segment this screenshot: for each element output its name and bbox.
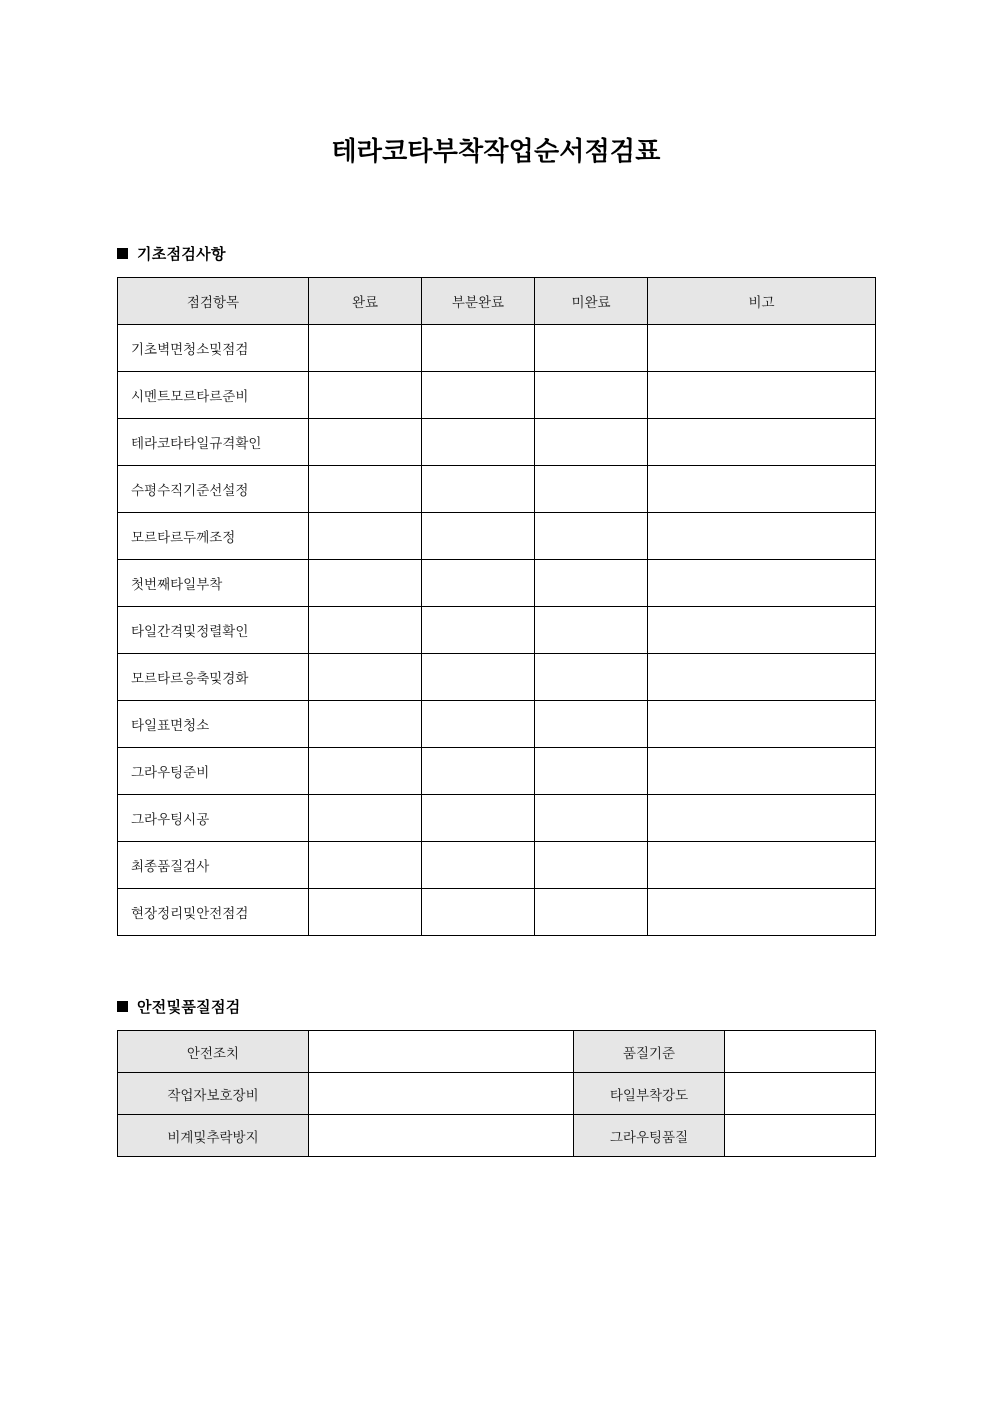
checklist-undone-cell[interactable] (535, 701, 648, 748)
checklist-note-cell[interactable] (648, 842, 876, 889)
checklist-item-label: 수평수직기준선설정 (118, 466, 309, 513)
quality-value[interactable] (725, 1031, 876, 1073)
table-row (118, 1073, 876, 1115)
checklist-note-cell[interactable] (648, 560, 876, 607)
checklist-undone-cell[interactable] (535, 607, 648, 654)
table-row (118, 372, 876, 419)
column-header-partial: 부분완료 (422, 278, 535, 325)
checklist-note-cell[interactable] (648, 466, 876, 513)
safety-label: 비계및추락방지 (118, 1115, 309, 1157)
checklist-done-cell[interactable] (309, 795, 422, 842)
table-row (118, 513, 876, 560)
table-row (118, 748, 876, 795)
section-title: 기초점검사항 (137, 245, 226, 263)
checklist-item-label: 테라코타타일규격확인 (118, 419, 309, 466)
checklist-note-cell[interactable] (648, 607, 876, 654)
table-row (118, 607, 876, 654)
checklist-done-cell[interactable] (309, 607, 422, 654)
checklist-done-cell[interactable] (309, 654, 422, 701)
checklist-partial-cell[interactable] (422, 466, 535, 513)
checklist-partial-cell[interactable] (422, 701, 535, 748)
checklist-undone-cell[interactable] (535, 419, 648, 466)
checklist-undone-cell[interactable] (535, 513, 648, 560)
checklist-partial-cell[interactable] (422, 513, 535, 560)
checklist-undone-cell[interactable] (535, 654, 648, 701)
checklist-note-cell[interactable] (648, 372, 876, 419)
checklist-item-label: 타일간격및정렬확인 (118, 607, 309, 654)
safety-value[interactable] (309, 1031, 574, 1073)
quality-label: 그라우팅품질 (574, 1115, 725, 1157)
checklist-note-cell[interactable] (648, 795, 876, 842)
checklist-partial-cell[interactable] (422, 795, 535, 842)
quality-value[interactable] (725, 1073, 876, 1115)
checklist-done-cell[interactable] (309, 842, 422, 889)
section-safety-quality (117, 996, 875, 1157)
column-header-note: 비고 (648, 278, 876, 325)
checklist-done-cell[interactable] (309, 325, 422, 372)
safety-value[interactable] (309, 1073, 574, 1115)
quality-label: 타일부착강도 (574, 1073, 725, 1115)
checklist-partial-cell[interactable] (422, 889, 535, 936)
checklist-item-label: 최종품질검사 (118, 842, 309, 889)
checklist-done-cell[interactable] (309, 701, 422, 748)
checklist-undone-cell[interactable] (535, 795, 648, 842)
table-row (118, 889, 876, 936)
checklist-partial-cell[interactable] (422, 372, 535, 419)
checklist-note-cell[interactable] (648, 748, 876, 795)
checklist-done-cell[interactable] (309, 748, 422, 795)
quality-value[interactable] (725, 1115, 876, 1157)
safety-quality-table (117, 1030, 876, 1157)
table-header-row (118, 278, 876, 325)
checklist-note-cell[interactable] (648, 889, 876, 936)
quality-label: 품질기준 (574, 1031, 725, 1073)
checklist-partial-cell[interactable] (422, 842, 535, 889)
checklist-done-cell[interactable] (309, 466, 422, 513)
checklist-item-label: 첫번째타일부착 (118, 560, 309, 607)
checklist-done-cell[interactable] (309, 889, 422, 936)
safety-value[interactable] (309, 1115, 574, 1157)
checklist-note-cell[interactable] (648, 513, 876, 560)
checklist-done-cell[interactable] (309, 419, 422, 466)
checklist-note-cell[interactable] (648, 654, 876, 701)
checklist-note-cell[interactable] (648, 419, 876, 466)
checklist-item-label: 현장정리및안전점검 (118, 889, 309, 936)
checklist-note-cell[interactable] (648, 325, 876, 372)
checklist-undone-cell[interactable] (535, 466, 648, 513)
checklist-partial-cell[interactable] (422, 560, 535, 607)
table-row (118, 466, 876, 513)
table-row (118, 1031, 876, 1073)
table-row (118, 1115, 876, 1157)
checklist-partial-cell[interactable] (422, 607, 535, 654)
checklist-partial-cell[interactable] (422, 654, 535, 701)
column-header-undone: 미완료 (535, 278, 648, 325)
checklist-note-cell[interactable] (648, 701, 876, 748)
table-row (118, 325, 876, 372)
checklist-done-cell[interactable] (309, 513, 422, 560)
checklist-item-label: 기초벽면청소및점검 (118, 325, 309, 372)
checklist-done-cell[interactable] (309, 372, 422, 419)
column-header-item: 점검항목 (118, 278, 309, 325)
checklist-item-label: 그라우팅시공 (118, 795, 309, 842)
table-row (118, 842, 876, 889)
checklist-partial-cell[interactable] (422, 419, 535, 466)
column-header-done: 완료 (309, 278, 422, 325)
checklist-partial-cell[interactable] (422, 748, 535, 795)
table-row (118, 419, 876, 466)
table-row (118, 560, 876, 607)
checklist-item-label: 시멘트모르타르준비 (118, 372, 309, 419)
section-basic-inspection (117, 243, 875, 936)
checklist-done-cell[interactable] (309, 560, 422, 607)
checklist-undone-cell[interactable] (535, 889, 648, 936)
checklist-undone-cell[interactable] (535, 748, 648, 795)
safety-label: 안전조치 (118, 1031, 309, 1073)
checklist-item-label: 그라우팅준비 (118, 748, 309, 795)
checklist-item-label: 타일표면청소 (118, 701, 309, 748)
checklist-table (117, 277, 876, 936)
table-row (118, 654, 876, 701)
section-header-basic-inspection (117, 243, 875, 264)
checklist-undone-cell[interactable] (535, 560, 648, 607)
filled-square-icon (117, 248, 128, 259)
section-header-safety-quality (117, 996, 875, 1017)
checklist-undone-cell[interactable] (535, 325, 648, 372)
table-row (118, 795, 876, 842)
filled-square-icon (117, 1001, 128, 1012)
checklist-undone-cell[interactable] (535, 372, 648, 419)
checklist-item-label: 모르타르응축및경화 (118, 654, 309, 701)
table-row (118, 701, 876, 748)
checklist-undone-cell[interactable] (535, 842, 648, 889)
checklist-partial-cell[interactable] (422, 325, 535, 372)
safety-label: 작업자보호장비 (118, 1073, 309, 1115)
section-title: 안전및품질점검 (137, 998, 241, 1016)
checklist-item-label: 모르타르두께조정 (118, 513, 309, 560)
page-title: 테라코타부착작업순서점검표 (331, 137, 661, 167)
